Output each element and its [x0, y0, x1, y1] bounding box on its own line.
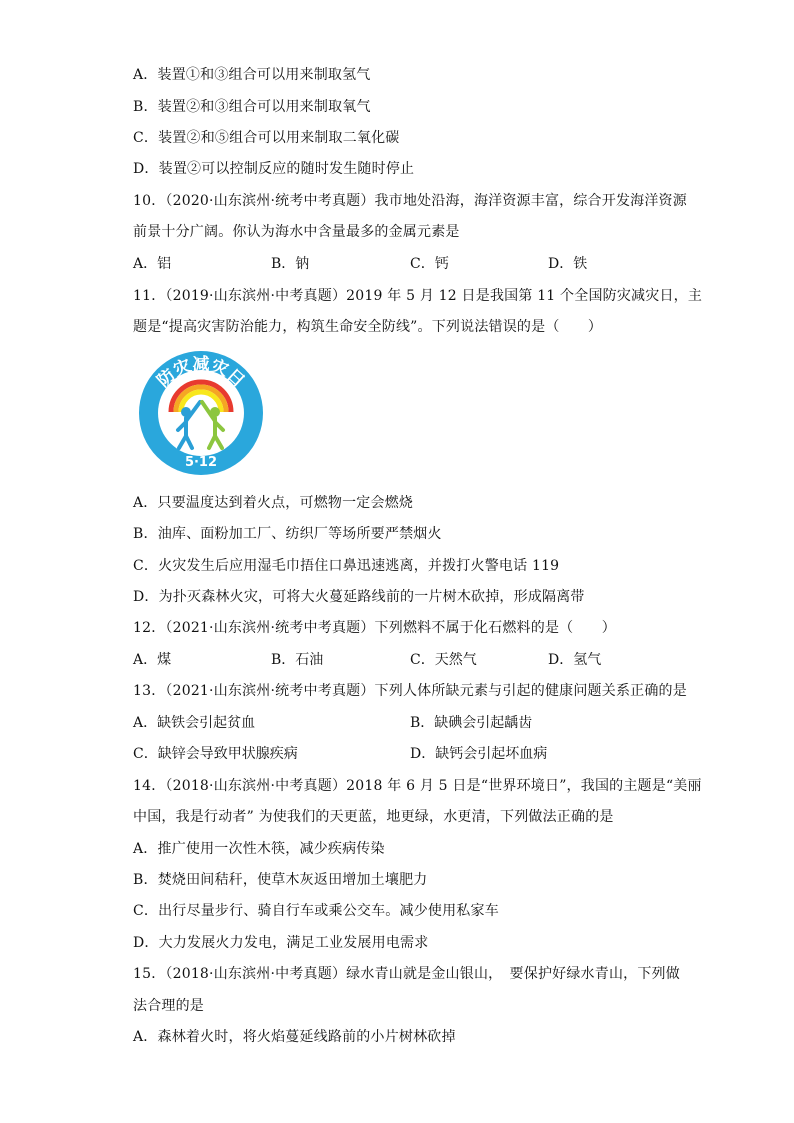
disaster-prevention-day-logo: [138, 350, 264, 476]
q14-stem-line1: 14．（2018·山东滨州·中考真题）2018 年 6 月 5 日是“世界环境日”，我国的主题是“美丽: [133, 778, 702, 794]
q11-option-d: D．为扑灭森林火灾，可将大火蔓延路线前的一片树木砍掉，形成隔离带: [133, 589, 585, 605]
q9-option-b: B．装置②和③组合可以用来制取氧气: [133, 99, 371, 115]
q15-stem-line2: 法合理的是: [133, 998, 204, 1014]
q10-option-a: A．铝: [133, 256, 172, 272]
q11-option-b: B．油库、面粉加工厂、纺织厂等场所要严禁烟火: [133, 526, 442, 542]
q12-option-c: C．天然气: [410, 652, 477, 668]
q12-option-d: D．氢气: [548, 652, 602, 668]
q11-stem-line1: 11．（2019·山东滨州·中考真题）2019 年 5 月 12 日是我国第 11 个全国防灾减灾日，主: [133, 288, 703, 304]
q12-option-a: A．煤: [133, 652, 172, 668]
q14-option-d: D．大力发展火力发电，满足工业发展用电需求: [133, 935, 429, 951]
q13-stem: 13．（2021·山东滨州·统考中考真题）下列人体所缺元素与引起的健康问题关系正确的是: [133, 683, 687, 699]
q10-stem-line2: 前景十分广阔。你认为海水中含量最多的金属元素是: [133, 224, 460, 240]
q11-option-a: A．只要温度达到着火点，可燃物一定会燃烧: [133, 495, 414, 511]
q13-option-d: D．缺钙会引起坏血病: [410, 746, 548, 762]
q14-option-c: C．出行尽量步行、骑自行车或乘公交车。减少使用私家车: [133, 903, 499, 919]
q14-stem-line2: 中国，我是行动者” 为使我们的天更蓝，地更绿，水更清，下列做法正确的是: [133, 809, 614, 825]
q10-option-d: D．铁: [548, 256, 588, 272]
q14-option-b: B．焚烧田间秸秆，使草木灰返田增加土壤肥力: [133, 872, 428, 888]
q9-option-a: A．装置①和③组合可以用来制取氢气: [133, 67, 371, 83]
q10-stem-line1: 10．（2020·山东滨州·统考中考真题）我市地处沿海，海洋资源丰富，综合开发海洋资源: [133, 193, 687, 209]
logo-arc-text: 防灾减灾日: [153, 355, 249, 392]
q13-option-a: A．缺铁会引起贫血: [133, 715, 256, 731]
q11-option-c: C．火灾发生后应用湿毛巾捂住口鼻迅速逃离，并拨打火警电话 119: [133, 558, 560, 574]
q9-option-c: C．装置②和⑤组合可以用来制取二氧化碳: [133, 130, 400, 146]
q11-stem-line2: 题是“提高灾害防治能力，构筑生命安全防线”。下列说法错误的是（ ）: [133, 319, 603, 335]
q9-option-d: D．装置②可以控制反应的随时发生随时停止: [133, 161, 415, 177]
logo-date: 5·12: [184, 455, 218, 470]
q15-stem-line1: 15．（2018·山东滨州·中考真题）绿水青山就是金山银山， 要保护好绿水青山，下列做: [133, 966, 680, 982]
q13-option-c: C．缺锌会导致甲状腺疾病: [133, 746, 298, 762]
logo-image: [138, 350, 264, 476]
q14-option-a: A．推广使用一次性木筷，减少疾病传染: [133, 841, 385, 857]
q12-stem: 12．（2021·山东滨州·统考中考真题）下列燃料不属于化石燃料的是（ ）: [133, 620, 616, 636]
q15-option-a: A．森林着火时，将火焰蔓延线路前的小片树林砍掉: [133, 1029, 456, 1045]
q13-option-b: B．缺碘会引起龋齿: [410, 715, 533, 731]
q10-option-b: B．钠: [271, 256, 310, 272]
q10-option-c: C．钙: [410, 256, 449, 272]
q12-option-b: B．石油: [271, 652, 324, 668]
